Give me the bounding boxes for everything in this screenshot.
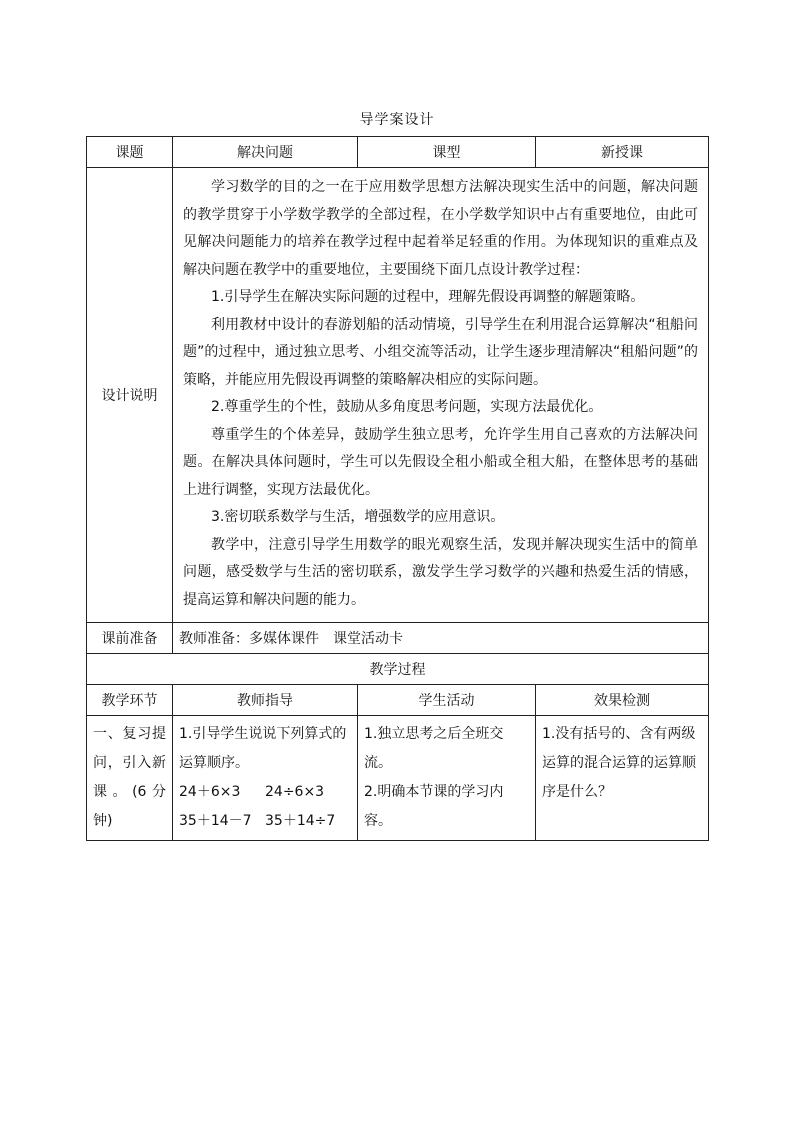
column-header: 教学环节 [87, 685, 173, 716]
design-paragraph: 尊重学生的个体差异，鼓励学生独立思考，允许学生用自己喜欢的方法解决问题。在解决具体问题时，学生可以先假设全租小船或全租大船，在整体思考的基础上进行调整，实现方法最优化。 [183, 426, 698, 498]
expression: 35＋14÷7 [265, 813, 336, 829]
design-label: 设计说明 [87, 168, 173, 623]
prep-label: 课前准备 [87, 623, 173, 654]
design-point-2: 2.尊重学生的个性，鼓励从多角度思考问题，实现方法最优化。 [211, 399, 603, 415]
design-paragraph: 学习数学的目的之一在于应用数学思想方法解决现实生活中的问题，解决问题的教学贯穿于小学数学教学的全部过程，在小学数学知识中占有重要地位，由此可见解决问题能力的培养在教学过程中起着举足轻重的作用。为体现知识的重难点及解决问题在教学中的重要地位，主要围绕下面几点设计教学过程： [183, 179, 698, 278]
design-paragraph: 教学中，注意引导学生用数学的眼光观察生活，发现并解决现实生活中的简单问题，感受数学与生活的密切联系，激发学生学习数学的兴趣和热爱生活的情感，提高运算和解决问题的能力。 [183, 536, 698, 608]
column-header: 学生活动 [358, 685, 536, 716]
student-activity: 2.明确本节课的学习内容。 [364, 784, 504, 829]
teacher-cell [173, 716, 358, 841]
column-header: 效果检测 [536, 685, 709, 716]
expression-row [179, 807, 351, 836]
expression: 35＋14－7 [179, 813, 252, 829]
stage-cell: 一、复习提问，引入新课。(6分钟) [87, 716, 173, 841]
process-row [87, 716, 709, 841]
teacher-guidance: 1.引导学生说说下列算式的运算顺序。 [179, 726, 347, 771]
header-row [87, 137, 709, 168]
lesson-plan-table [86, 136, 709, 841]
prep-value: 教师准备：多媒体课件 课堂活动卡 [173, 623, 709, 654]
design-row [87, 168, 709, 623]
design-point-3: 3.密切联系数学与生活，增强数学的应用意识。 [211, 509, 505, 525]
topic-label: 课题 [87, 137, 173, 168]
document-title: 导学案设计 [359, 112, 435, 128]
topic-value: 解决问题 [173, 137, 358, 168]
design-paragraph: 利用教材中设计的春游划船的活动情境，引导学生在利用混合运算解决“租船问题”的过程中，通过独立思考、小组交流等活动，让学生逐步理清解决“租船问题”的策略，并能应用先假设再调整的策略解决相应的实际问题。 [183, 316, 698, 388]
process-title-row [87, 654, 709, 685]
prep-row [87, 623, 709, 654]
design-text [173, 168, 709, 623]
process-header-row [87, 685, 709, 716]
student-activity: 1.独立思考之后全班交流。 [364, 726, 504, 771]
expression: 24＋6×3 [179, 784, 241, 800]
design-point-1: 1.引导学生在解决实际问题的过程中，理解先假设再调整的解题策略。 [211, 289, 645, 305]
check-cell: 1.没有括号的、含有两级运算的混合运算的运算顺序是什么？ [536, 716, 709, 841]
column-header: 教师指导 [173, 685, 358, 716]
type-label: 课型 [358, 137, 536, 168]
expression: 24÷6×3 [265, 784, 325, 800]
student-cell [358, 716, 536, 841]
process-title: 教学过程 [87, 654, 709, 685]
expression-row [179, 778, 351, 807]
type-value: 新授课 [536, 137, 709, 168]
